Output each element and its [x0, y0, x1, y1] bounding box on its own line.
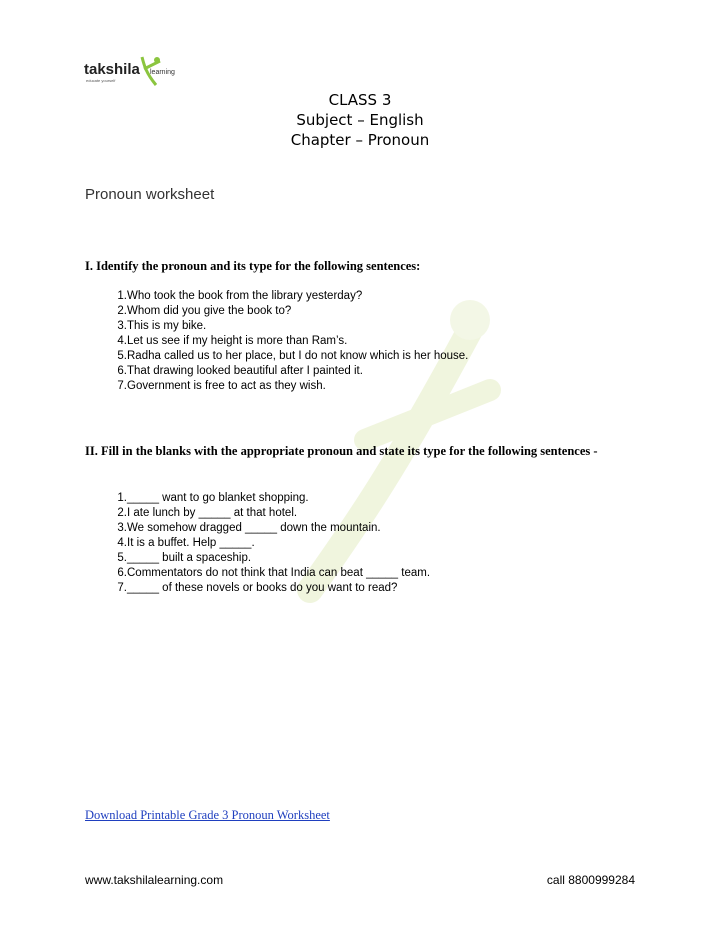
list-item — [85, 536, 430, 551]
item-number: 3. — [117, 522, 127, 534]
list-item — [85, 319, 468, 334]
list-item — [85, 364, 468, 379]
list-item — [85, 491, 430, 506]
download-worksheet-link[interactable]: Download Printable Grade 3 Pronoun Worksheet — [85, 808, 330, 822]
item-text: It is a buffet. Help _____. — [127, 537, 255, 549]
item-number: 2. — [117, 305, 127, 317]
list-item — [85, 334, 468, 349]
list-item — [85, 521, 430, 536]
list-item — [85, 551, 430, 566]
section-1-question-list — [85, 289, 468, 394]
item-text: That drawing looked beautiful after I painted it. — [127, 365, 363, 377]
item-text: I ate lunch by _____ at that hotel. — [127, 507, 298, 519]
list-item — [85, 349, 468, 364]
section-2-question-list — [85, 491, 430, 596]
item-text: This is my bike. — [127, 320, 207, 332]
item-number: 1. — [117, 290, 127, 302]
item-text: We somehow dragged _____ down the mountain. — [127, 522, 381, 534]
item-number: 4. — [117, 537, 127, 549]
item-number: 2. — [117, 507, 127, 519]
item-text: Government is free to act as they wish. — [127, 380, 326, 392]
takshila-logo-graphic — [84, 55, 194, 95]
takshila-logo — [84, 55, 194, 95]
list-item — [85, 566, 430, 581]
footer-phone: call 8800999284 — [546, 873, 635, 887]
subject-title: Subject – English — [296, 111, 424, 129]
worksheet-subtitle: Pronoun worksheet — [85, 186, 215, 203]
item-number: 7. — [117, 582, 127, 594]
item-text: Let us see if my height is more than Ram’s. — [127, 335, 348, 347]
item-text: Commentators do not think that India can beat _____ team. — [127, 567, 431, 579]
item-number: 4. — [117, 335, 127, 347]
item-number: 1. — [117, 492, 127, 504]
item-text: Radha called us to her place, but I do not know which is her house. — [127, 350, 469, 362]
section-2-heading: II. Fill in the blanks with the appropriate pronoun and state its type for the following sentences - — [85, 444, 598, 458]
list-item — [85, 289, 468, 304]
item-number: 3. — [117, 320, 127, 332]
list-item — [85, 304, 468, 319]
chapter-title: Chapter – Pronoun — [290, 131, 430, 149]
item-number: 5. — [117, 552, 127, 564]
svg-text:learning: learning — [150, 69, 175, 76]
item-number: 6. — [117, 365, 127, 377]
item-text: Who took the book from the library yesterday? — [127, 290, 363, 302]
document-header — [0, 90, 720, 150]
item-number: 6. — [117, 567, 127, 579]
item-text: _____ want to go blanket shopping. — [127, 492, 309, 504]
list-item — [85, 379, 468, 394]
footer-website: www.takshilalearning.com — [85, 873, 224, 887]
item-text: _____ built a spaceship. — [127, 552, 252, 564]
item-text: Whom did you give the book to? — [127, 305, 292, 317]
list-item — [85, 581, 430, 596]
list-item — [85, 506, 430, 521]
svg-text:takshila: takshila — [84, 61, 140, 78]
item-text: _____ of these novels or books do you want to read? — [127, 582, 398, 594]
svg-text:educate yourself: educate yourself — [86, 78, 116, 83]
section-1-heading: I. Identify the pronoun and its type for the following sentences: — [85, 259, 421, 273]
class-title: CLASS 3 — [328, 91, 392, 109]
item-number: 5. — [117, 350, 127, 362]
item-number: 7. — [117, 380, 127, 392]
